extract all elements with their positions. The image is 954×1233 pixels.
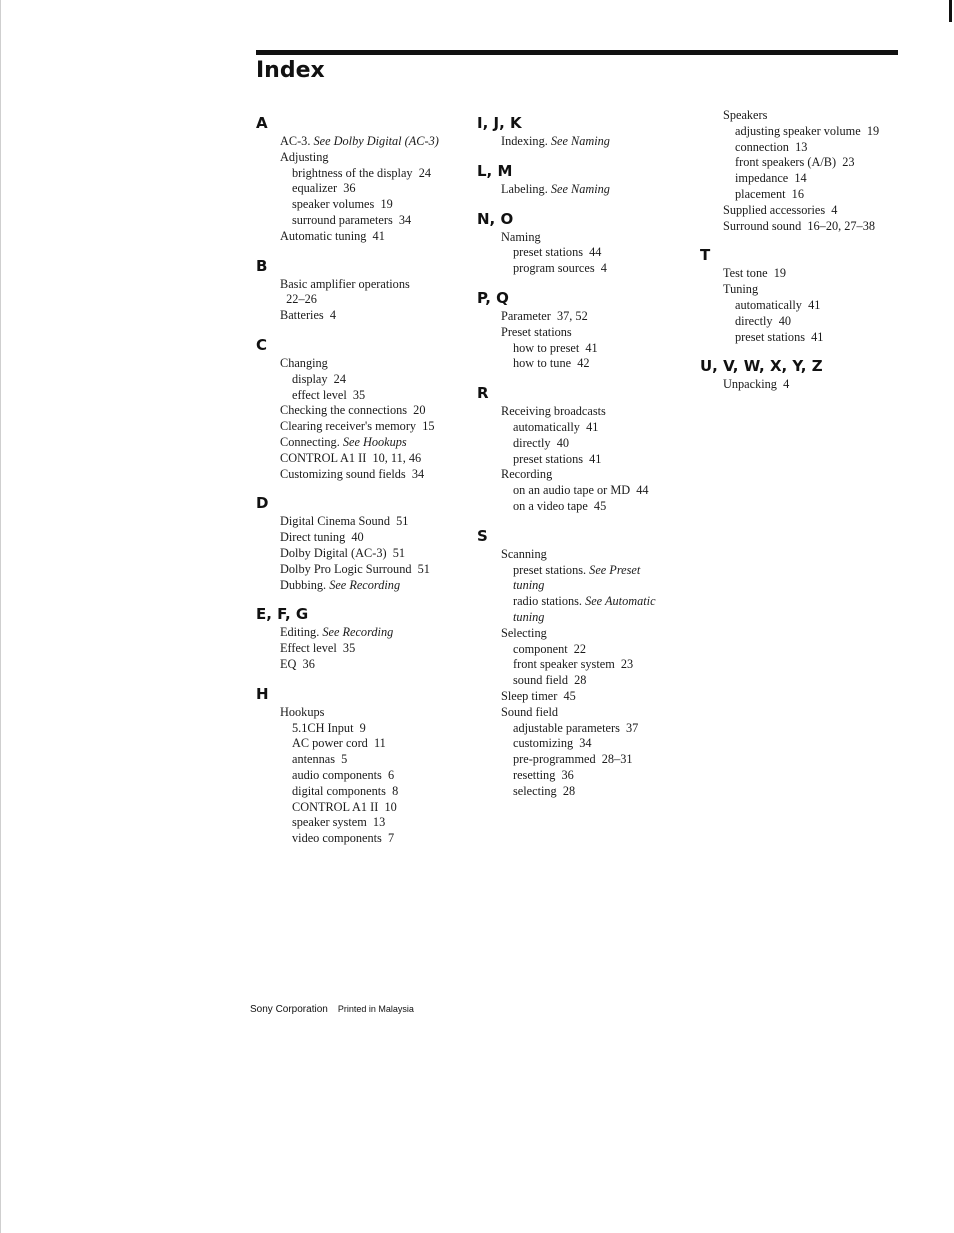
entry-text: AC power cord 11	[292, 736, 386, 751]
index-entry	[256, 514, 466, 530]
index-section	[700, 244, 900, 345]
entry-text: Direct tuning 40	[280, 530, 364, 545]
index-entry	[256, 277, 466, 293]
entry-text: brightness of the display 24	[292, 165, 432, 180]
entry-text: Customizing sound fields 34	[280, 466, 425, 481]
entry-text: Clearing receiver's memory 15	[280, 419, 435, 434]
entry-text: preset stations 41	[513, 451, 602, 466]
section-heading: P, Q	[477, 288, 509, 307]
entry-text: Speakers	[723, 108, 768, 122]
entry-text: customizing 34	[513, 736, 592, 751]
entry-text: Receiving broadcasts	[501, 404, 606, 419]
cross-reference: See Automatic	[585, 594, 656, 609]
index-entry	[477, 721, 687, 737]
index-entry	[256, 197, 466, 213]
index-entry	[256, 467, 466, 483]
index-entry	[256, 388, 466, 404]
entry-text: sound field 28	[513, 673, 587, 688]
entry-text: directly 40	[735, 313, 792, 328]
entry-text: Adjusting	[280, 149, 329, 164]
cross-reference: See Hookups	[342, 434, 407, 449]
index-entry	[477, 309, 687, 325]
index-entry	[477, 673, 687, 689]
section-heading: R	[477, 384, 489, 403]
index-section	[256, 492, 466, 593]
entry-text: CONTROL A1 II 10, 11, 46	[280, 450, 422, 465]
index-entry	[700, 187, 900, 203]
entry-text: Selecting	[501, 625, 547, 640]
index-entry	[256, 530, 466, 546]
index-entry	[477, 230, 687, 246]
entry-text: front speakers (A/B) 23	[735, 155, 855, 170]
index-entry	[256, 768, 466, 784]
index-entry	[477, 563, 687, 579]
entry-text: effect level 35	[292, 387, 366, 402]
index-entry	[256, 435, 466, 451]
index-entry	[477, 784, 687, 800]
index-entry	[700, 298, 900, 314]
entry-text: Batteries 4	[280, 308, 337, 323]
section-heading: C	[256, 335, 268, 354]
entry-text: on an audio tape or MD 44	[513, 483, 649, 498]
scan-edge-left	[0, 0, 1, 1233]
index-entry	[256, 451, 466, 467]
index-entry	[256, 625, 466, 641]
index-entry	[477, 626, 687, 642]
entry-text: Editing.	[280, 625, 323, 640]
section-heading: I, J, K	[477, 114, 522, 132]
index-entry	[700, 219, 900, 235]
section-heading: S	[477, 526, 488, 545]
entry-text: connection 13	[735, 139, 808, 154]
entry-text: Effect level 35	[280, 641, 356, 656]
page-title: Index	[256, 58, 325, 83]
index-entry	[256, 166, 466, 182]
index-entry	[477, 752, 687, 768]
cross-reference: See Preset	[589, 562, 641, 577]
index-section	[256, 603, 466, 672]
index-entry	[700, 266, 900, 282]
index-entry	[256, 229, 466, 245]
index-section	[700, 355, 900, 393]
entry-text: Naming	[501, 229, 541, 244]
index-entry	[700, 203, 900, 219]
entry-text: Indexing.	[501, 134, 551, 148]
index-entry	[256, 419, 466, 435]
entry-text: 22–26	[280, 292, 317, 307]
section-heading: N, O	[477, 209, 514, 228]
entry-text: component 22	[513, 641, 587, 656]
index-entry	[700, 282, 900, 298]
entry-text: Checking the connections 20	[280, 403, 426, 418]
index-section	[700, 108, 900, 234]
index-entry	[256, 657, 466, 673]
index-entry	[256, 815, 466, 831]
index-entry	[477, 736, 687, 752]
entry-text: Sound field	[501, 704, 559, 719]
entry-text: audio components 6	[292, 767, 395, 782]
index-section	[256, 255, 466, 324]
index-entry	[700, 171, 900, 187]
index-column-2	[477, 112, 687, 810]
section-heading: D	[256, 494, 269, 513]
index-entry	[477, 404, 687, 420]
index-entry	[256, 578, 466, 594]
cross-reference: See Recording	[329, 577, 401, 592]
entry-text: surround parameters 34	[292, 212, 412, 227]
entry-text: Automatic tuning 41	[280, 228, 385, 243]
footer	[250, 1004, 414, 1015]
index-entry	[256, 150, 466, 166]
entry-text: placement 16	[735, 186, 804, 201]
index-entry	[477, 134, 687, 150]
section-heading: A	[256, 114, 268, 132]
entry-text: Sleep timer 45	[501, 688, 576, 703]
entry-text: Surround sound 16–20, 27–38	[723, 218, 876, 233]
index-entry	[477, 341, 687, 357]
footer-company: Sony Corporation	[250, 1004, 328, 1015]
entry-text: selecting 28	[513, 783, 576, 798]
index-entry	[477, 467, 687, 483]
entry-text: Dubbing.	[280, 577, 330, 592]
cross-reference: See Naming	[550, 181, 610, 196]
index-entry	[700, 140, 900, 156]
index-entry	[477, 578, 687, 594]
index-entry	[256, 356, 466, 372]
index-column-3	[700, 108, 900, 403]
entry-text: 5.1CH Input 9	[292, 720, 366, 735]
entry-text: front speaker system 23	[513, 657, 634, 672]
entry-text: directly 40	[513, 435, 570, 450]
index-entry	[256, 562, 466, 578]
section-heading: B	[256, 256, 268, 275]
entry-text: CONTROL A1 II 10	[292, 799, 397, 814]
index-entry	[477, 420, 687, 436]
index-entry	[256, 800, 466, 816]
index-section	[477, 382, 687, 515]
index-entry	[477, 245, 687, 261]
entry-text: EQ 36	[280, 656, 315, 671]
entry-text: Hookups	[280, 704, 325, 719]
entry-text: preset stations.	[513, 562, 590, 577]
entry-text: program sources 4	[513, 261, 607, 276]
entry-text: resetting 36	[513, 767, 574, 782]
index-entry	[477, 768, 687, 784]
index-entry	[256, 213, 466, 229]
index-section	[256, 683, 466, 847]
index-entry	[256, 736, 466, 752]
cross-reference: See Naming	[550, 134, 610, 148]
entry-text: preset stations 41	[735, 329, 824, 344]
entry-text: Unpacking 4	[723, 377, 790, 392]
cross-reference: tuning	[513, 609, 545, 624]
index-entry	[256, 292, 466, 308]
index-entry	[700, 377, 900, 393]
index-entry	[477, 657, 687, 673]
index-entry	[477, 182, 687, 198]
index-entry	[477, 547, 687, 563]
index-entry	[256, 403, 466, 419]
index-entry	[477, 689, 687, 705]
index-entry	[256, 134, 466, 150]
entry-text: automatically 41	[513, 419, 599, 434]
index-entry	[256, 705, 466, 721]
entry-text: speaker system 13	[292, 815, 386, 830]
entry-text: Preset stations	[501, 324, 572, 339]
entry-text: radio stations.	[513, 594, 586, 609]
entry-text: Dolby Pro Logic Surround 51	[280, 561, 430, 576]
entry-text: Dolby Digital (AC-3) 51	[280, 545, 406, 560]
section-heading: L, M	[477, 161, 513, 180]
entry-text: Supplied accessories 4	[723, 202, 838, 217]
entry-text: Test tone 19	[723, 266, 787, 281]
section-heading: U, V, W, X, Y, Z	[700, 357, 823, 376]
entry-text: on a video tape 45	[513, 498, 607, 513]
index-section	[477, 160, 687, 198]
index-section	[256, 334, 466, 482]
index-entry	[477, 594, 687, 610]
index-entry	[700, 314, 900, 330]
entry-text: impedance 14	[735, 171, 807, 186]
index-entry	[256, 721, 466, 737]
entry-text: AC-3.	[280, 134, 314, 148]
index-entry	[256, 308, 466, 324]
index-entry	[700, 155, 900, 171]
index-section	[477, 287, 687, 372]
index-entry	[477, 452, 687, 468]
index-section	[477, 525, 687, 800]
entry-text: digital components 8	[292, 783, 399, 798]
index-section	[477, 112, 687, 150]
index-entry	[477, 642, 687, 658]
index-entry	[477, 356, 687, 372]
index-entry	[477, 705, 687, 721]
footer-printed: Printed in Malaysia	[337, 1004, 414, 1014]
index-entry	[256, 831, 466, 847]
cross-reference: See Recording	[322, 625, 394, 640]
entry-text: adjusting speaker volume 19	[735, 123, 880, 138]
entry-text: Scanning	[501, 546, 547, 561]
entry-text: equalizer 36	[292, 181, 356, 196]
section-heading: T	[700, 246, 711, 265]
index-column-1	[256, 112, 466, 857]
entry-text: Tuning	[723, 282, 759, 297]
index-entry	[700, 330, 900, 346]
index-entry	[256, 784, 466, 800]
cross-reference: tuning	[513, 578, 545, 593]
cross-reference: See Dolby Digital (AC-3)	[313, 134, 439, 148]
entry-text: Labeling.	[501, 181, 551, 196]
entry-text: preset stations 44	[513, 245, 602, 260]
index-entry	[477, 483, 687, 499]
entry-text: speaker volumes 19	[292, 197, 393, 212]
entry-text: Changing	[280, 355, 328, 370]
section-heading: E, F, G	[256, 605, 309, 624]
title-rule	[256, 50, 898, 55]
entry-text: how to tune 42	[513, 356, 590, 371]
entry-text: Connecting.	[280, 434, 343, 449]
section-heading: H	[256, 684, 269, 703]
index-entry	[477, 436, 687, 452]
entry-text: Recording	[501, 467, 553, 482]
index-entry	[700, 124, 900, 140]
entry-text: pre-programmed 28–31	[513, 752, 633, 767]
entry-text: Basic amplifier operations	[280, 276, 410, 291]
index-entry	[256, 546, 466, 562]
index-entry	[256, 752, 466, 768]
index-entry	[700, 108, 900, 124]
entry-text: how to preset 41	[513, 340, 598, 355]
index-entry	[477, 325, 687, 341]
index-entry	[477, 610, 687, 626]
index-entry	[256, 641, 466, 657]
entry-text: Parameter 37, 52	[501, 308, 588, 323]
index-entry	[477, 261, 687, 277]
entry-text: adjustable parameters 37	[513, 720, 639, 735]
index-entry	[256, 372, 466, 388]
entry-text: video components 7	[292, 831, 395, 846]
entry-text: antennas 5	[292, 752, 348, 767]
index-section	[256, 112, 466, 245]
entry-text: automatically 41	[735, 297, 821, 312]
entry-text: Digital Cinema Sound 51	[280, 514, 409, 529]
entry-text: display 24	[292, 371, 346, 386]
index-section	[477, 208, 687, 277]
index-entry	[477, 499, 687, 515]
index-entry	[256, 181, 466, 197]
scan-edge-right	[949, 0, 952, 22]
